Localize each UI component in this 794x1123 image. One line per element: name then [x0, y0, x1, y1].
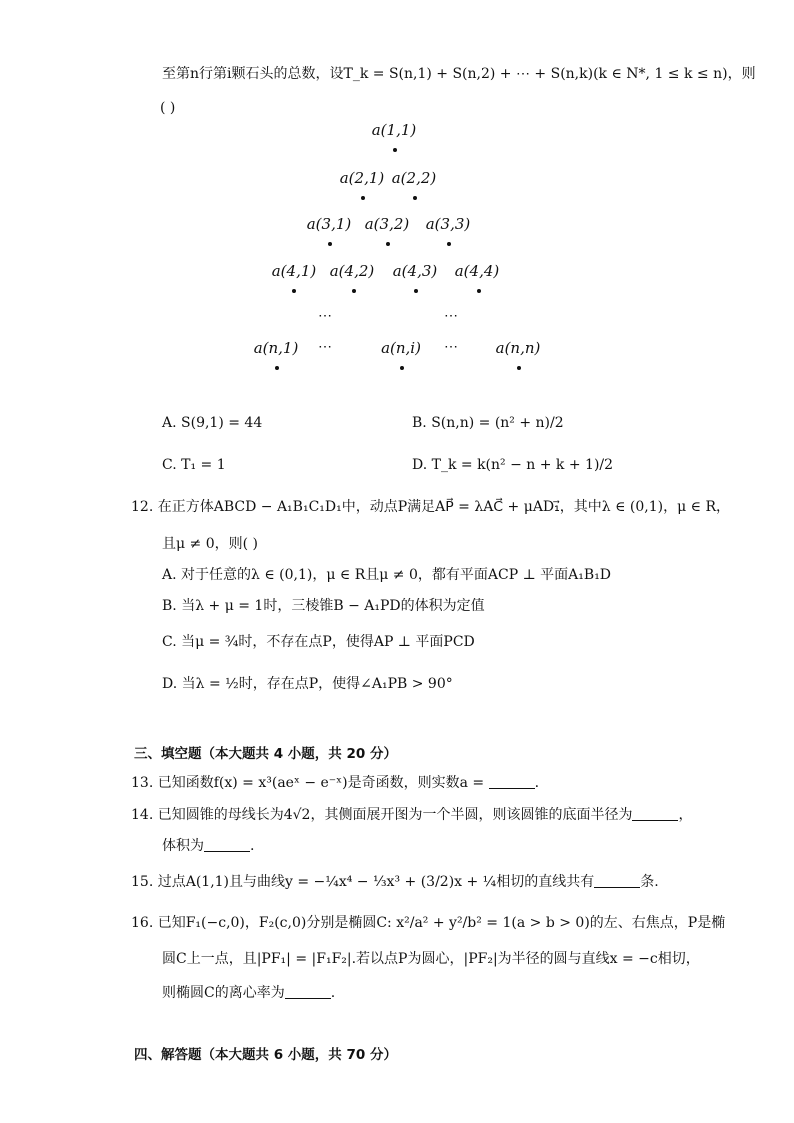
stone-dot — [393, 148, 397, 152]
stone-dot — [414, 289, 418, 293]
q15-end: 条. — [640, 874, 659, 890]
q12-option-c: C. 当μ = ¾时，不存在点P，使得AP ⊥ 平面PCD — [162, 634, 475, 650]
q12-option-a: A. 对于任意的λ ∈ (0,1)，μ ∈ R且μ ≠ 0，都有平面ACP ⊥ 平面A₁B₁D — [162, 567, 612, 583]
stone-dot — [477, 289, 481, 293]
pyramid-node: a(3,3) — [425, 215, 471, 233]
q12-option-d: D. 当λ = ½时，存在点P，使得∠A₁PB > 90° — [162, 676, 453, 692]
q14-end: ， — [678, 807, 693, 823]
stone-dot — [361, 196, 365, 200]
pyramid-node: a(2,2) — [391, 169, 437, 187]
ellipsis: ⋯ — [444, 308, 460, 324]
stone-dot — [400, 366, 404, 370]
stone-dot — [275, 366, 279, 370]
ellipsis: ⋯ — [318, 339, 334, 355]
pyramid-node: a(n,i) — [381, 339, 421, 357]
answer-blank[interactable] — [285, 984, 331, 999]
stone-dot — [292, 289, 296, 293]
pyramid-node: a(3,2) — [364, 215, 410, 233]
pyramid-node: a(n,1) — [253, 339, 299, 357]
q11-option-d: D. T_k = k(n² − n + k + 1)/2 — [412, 457, 614, 473]
q12-stem-line1: 12. 在正方体ABCD − A₁B₁C₁D₁中，动点P满足AP⃗ = λAC⃗ + μAD₁⃗，其中λ ∈ (0,1)，μ ∈ R， — [131, 499, 730, 515]
pyramid-node: a(3,1) — [306, 215, 352, 233]
ellipsis: ⋯ — [444, 339, 460, 355]
section-heading-fill-in: 三、填空题（本大题共 4 小题，共 20 分） — [134, 746, 397, 762]
q16-line3-text: 则椭圆C的离心率为 — [162, 985, 285, 1001]
answer-blank[interactable] — [489, 774, 535, 789]
q11-stem-line2: ( ) — [160, 100, 176, 116]
stone-dot — [413, 196, 417, 200]
q13-end: . — [534, 775, 540, 791]
q16-line3 — [162, 983, 335, 1003]
q15 — [131, 872, 659, 892]
q13-text: 13. 已知函数f(x) = x³(aeˣ − e⁻ˣ)是奇函数，则实数a = — [131, 775, 489, 791]
q11-option-b: B. S(n,n) = (n² + n)/2 — [412, 415, 564, 431]
stone-dot — [517, 366, 521, 370]
stone-dot — [386, 242, 390, 246]
q16-line1: 16. 已知F₁(−c,0)，F₂(c,0)分别是椭圆C: x²/a² + y²/b² = 1(a > b > 0)的左、右焦点，P是椭 — [131, 915, 726, 931]
q12-option-b: B. 当λ + μ = 1时，三棱锥B − A₁PD的体积为定值 — [162, 598, 485, 614]
pyramid-node: a(1,1) — [371, 121, 417, 139]
q14-text: 14. 已知圆锥的母线长为4√2，其侧面展开图为一个半圆，则该圆锥的底面半径为 — [131, 807, 633, 823]
stone-dot — [352, 289, 356, 293]
q11-stem-line1: 至第n行第i颗石头的总数，设T_k = S(n,1) + S(n,2) + ⋯ + S(n,k)(k ∈ N*, 1 ≤ k ≤ n)，则 — [162, 66, 756, 82]
pyramid-node: a(2,1) — [339, 169, 385, 187]
q14-line2-text: 体积为 — [162, 838, 204, 854]
pyramid-node: a(4,2) — [329, 262, 375, 280]
q14 — [131, 805, 692, 825]
answer-blank[interactable] — [204, 837, 250, 852]
answer-blank[interactable] — [632, 806, 678, 821]
q14-line2-end: . — [250, 838, 255, 854]
q11-option-a: A. S(9,1) = 44 — [162, 415, 263, 431]
q16-line2: 圆C上一点，且|PF₁| = |F₁F₂|.若以点P为圆心，|PF₂|为半径的圆与直线x = −c相切， — [162, 951, 700, 967]
q13 — [131, 773, 539, 793]
pyramid-node: a(4,3) — [392, 262, 438, 280]
stone-dot — [447, 242, 451, 246]
answer-blank[interactable] — [594, 873, 640, 888]
q16-line3-end: . — [330, 985, 336, 1001]
pyramid-node: a(4,4) — [454, 262, 500, 280]
stone-dot — [328, 242, 332, 246]
q14-line2 — [162, 836, 254, 856]
q12-stem-line2: 且μ ≠ 0，则( ) — [162, 536, 259, 552]
pyramid-node: a(n,n) — [495, 339, 541, 357]
ellipsis: ⋯ — [318, 308, 334, 324]
pyramid-node: a(4,1) — [271, 262, 317, 280]
q15-text: 15. 过点A(1,1)且与曲线y = −¼x⁴ − ⅓x³ + (3/2)x + ¼相切的直线共有 — [131, 874, 595, 890]
section-heading-solutions: 四、解答题（本大题共 6 小题，共 70 分） — [134, 1047, 397, 1063]
q11-option-c: C. T₁ = 1 — [162, 457, 226, 473]
